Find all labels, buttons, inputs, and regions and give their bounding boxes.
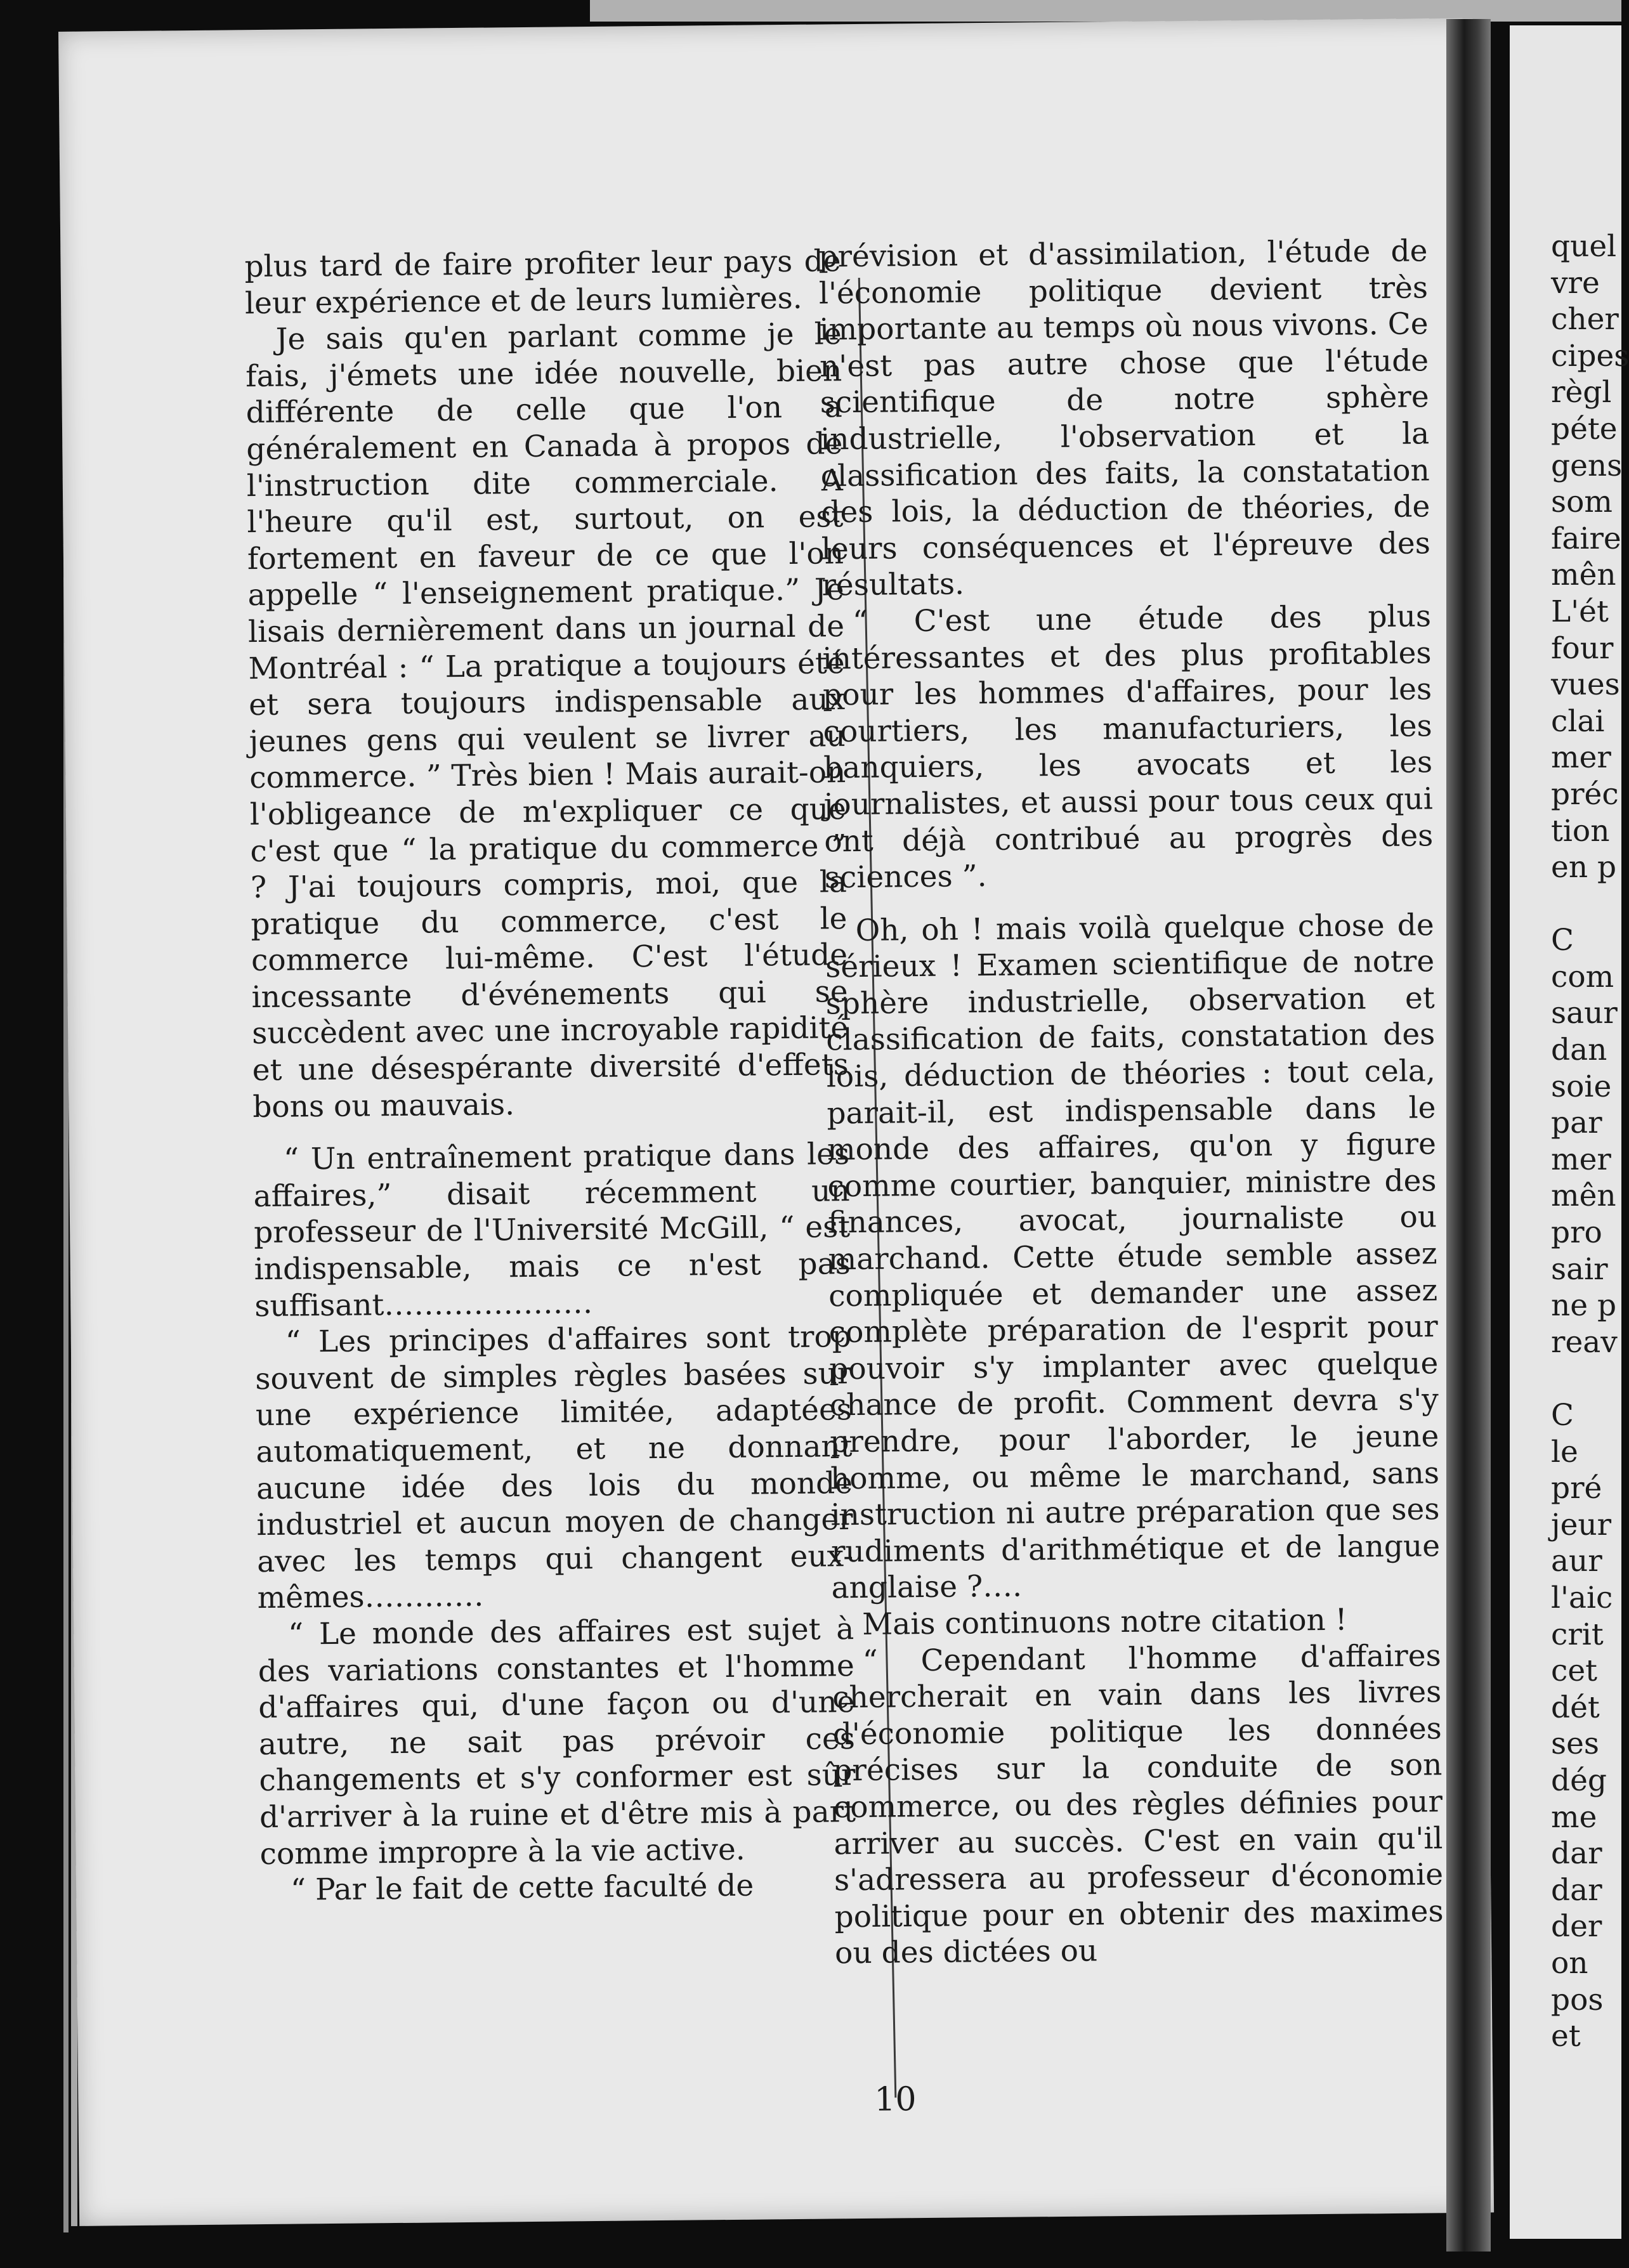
- next-page-fragment: cher: [1551, 302, 1619, 337]
- next-page-fragment: clai: [1551, 703, 1605, 739]
- paragraph: prévision et d'assimilation, l'étude de l'économie politique devient très importante au temps où nous vivons. Ce n'est pas autre chose que l'étude scientifique de notre sphère industrielle, l'observation et la classification des faits, la constatation des lois, la déduction de théories, de leurs conséquences et l'épreuve des résultats.: [818, 233, 1431, 603]
- paragraph: Mais continuons notre citation !: [861, 1602, 1347, 1642]
- paragraph: Je sais qu'en parlant comme je le fais, j'émets une idée nouvelle, bien différente de celle que l'on a généralement en Canada à propos de l'instruction dite commerciale. A l'heure qu'il est, surtout, on est fortement en faveur de ce que l'on appelle “ l'enseignement pratique.” Je lisais dernièrement dans un journal de Montréal : “ La pratique a toujours été et sera toujours indispensable aux jeunes gens qui veulent se livrer au commerce. ” Très bien ! Mais aurait-on l'obligeance de m'expliquer ce que c'est que “ la pratique du commerce ” ? J'ai toujours compris, moi, que la pratique du commerce, c'est le commerce lui-même. C'est l'étude incessante d'événements qui se succèdent avec une incroyable rapidité et une désespérante diversité d'effets bons ou mauvais.: [245, 316, 849, 1124]
- next-page-fragment: et: [1551, 2019, 1581, 2054]
- next-page-fragment: som: [1551, 485, 1613, 520]
- book-gutter: [1446, 19, 1491, 2252]
- next-page-fragment: en p: [1551, 850, 1617, 885]
- next-page-fragment: jeur: [1551, 1507, 1612, 1542]
- paragraph: “ Les principes d'affaires sont trop souvent de simples règles basées sur une expérience limitée, adaptées automatiquement, et ne donnant aucune idée des lois du monde industriel et aucun moyen de changer avec les temps qui changent eux-mêmes…………: [255, 1319, 854, 1616]
- next-page-fragment: reav: [1551, 1324, 1618, 1360]
- next-page-fragment: dan: [1551, 1033, 1607, 1068]
- next-page-fragment: le: [1551, 1434, 1578, 1470]
- next-page-fragment: mer: [1551, 1142, 1611, 1177]
- paragraph: plus tard de faire profiter leur pays de leur expérience et de leurs lumières.: [244, 244, 841, 321]
- left-column: [244, 243, 856, 1909]
- next-page-fragment: four: [1551, 630, 1614, 666]
- next-page-fragment: me: [1551, 1799, 1597, 1835]
- next-page-fragment: pré: [1551, 1471, 1602, 1506]
- next-page-fragment: sair: [1551, 1251, 1608, 1287]
- next-page-fragment: [1551, 1360, 1629, 1397]
- paragraph: “ Un entraînement pratique dans les affaires,” disait récemment un professeur de l'Université McGill, “ est indispensable, mais ce n'est pas suffisant…………………: [253, 1137, 851, 1324]
- next-page-fragment: ne p: [1551, 1288, 1617, 1324]
- next-page-fragment: péte: [1551, 411, 1618, 446]
- paragraph: “ Le monde des affaires est sujet à des variations constantes et l'homme d'affaires qui, d'une façon ou d'une autre, ne sait pas prévoir ces changements et s'y conformer est sûr d'arriver à la ruine et d'être mis à part comme impropre à la vie active.: [258, 1612, 856, 1872]
- next-page-fragment: préc: [1551, 776, 1619, 812]
- page-number: 10: [874, 2080, 917, 2119]
- next-page-fragment: dég: [1551, 1763, 1607, 1798]
- next-page-fragment: aur: [1551, 1544, 1602, 1579]
- next-page-fragment: mên: [1551, 1178, 1616, 1214]
- next-page-fragment: dét: [1551, 1690, 1600, 1725]
- next-page-fragment: saur: [1551, 996, 1618, 1031]
- paragraph: “ Par le fait de cette faculté de: [290, 1868, 754, 1908]
- next-page-fragment: on: [1551, 1945, 1588, 1981]
- next-page-fragment: L'ét: [1551, 594, 1609, 629]
- next-page-fragment: quel: [1551, 229, 1617, 264]
- right-column: [818, 233, 1444, 1972]
- next-page-fragment: règl: [1551, 375, 1612, 410]
- next-page-fragment: pos: [1551, 1982, 1604, 2017]
- next-page-fragment: faire: [1551, 521, 1621, 556]
- next-page-fragment: l'aic: [1551, 1580, 1613, 1615]
- next-page-fragment: tion: [1551, 813, 1610, 849]
- next-page-fragment: par: [1551, 1105, 1602, 1141]
- book-page: [58, 18, 1494, 2226]
- next-page-fragment: mer: [1551, 740, 1611, 776]
- next-page-fragment: com: [1551, 959, 1614, 994]
- next-page-fragment: vre: [1551, 265, 1600, 301]
- next-page-fragment: soie: [1551, 1069, 1612, 1104]
- next-page-fragment: crit: [1551, 1617, 1604, 1652]
- paragraph: “ Cependant l'homme d'affaires chercherait en vain dans les livres d'économie politique les données précises sur la conduite de son commerce, ou des règles définies pour arriver au succès. C'est en vain qu'il s'adressera au professeur d'économie politique pour en obtenir des maximes ou des dictées ou: [832, 1638, 1444, 1971]
- next-page-fragment: cet: [1551, 1653, 1598, 1689]
- next-page-fragment: C: [1551, 1398, 1574, 1433]
- next-page-text: [1551, 228, 1629, 2055]
- next-page-fragment: pro: [1551, 1215, 1602, 1251]
- paragraph: Oh, oh ! mais voilà quelque chose de sérieux ! Examen scientifique de notre sphère industrielle, observation et classification de faits, constatation des lois, déduction de théories : tout cela, parait-il, est indispensable dans le monde des affaires, qu'on y figure comme courtier, banquier, ministre des finances, avocat, journaliste ou marchand. Cette étude semble assez compliquée et demander une assez complète préparation de l'esprit pour pouvoir s'y implanter avec quelque chance de profit. Comment devra s'y prendre, pour l'aborder, le jeune homme, ou même le marchand, sans instruction ni autre préparation que ses rudiments d'arithmétique et de langue anglaise ?….: [825, 907, 1441, 1606]
- next-page-fragment: cipes: [1551, 338, 1629, 374]
- next-page-fragment: dar: [1551, 1872, 1602, 1908]
- next-page-fragment: ses: [1551, 1726, 1600, 1762]
- next-page-fragment: vues: [1551, 667, 1620, 703]
- next-page-fragment: [1551, 886, 1629, 923]
- next-page-fragment: dar: [1551, 1836, 1602, 1872]
- next-page-fragment: mên: [1551, 557, 1616, 593]
- next-page-fragment: der: [1551, 1909, 1602, 1945]
- next-page-fragment: C: [1551, 923, 1574, 958]
- next-page-fragment: gens: [1551, 448, 1623, 483]
- paragraph: “ C'est une étude des plus intéressantes et des plus profitables pour les hommes d'affaires, pour les courtiers, les manufacturiers, les banquiers, les avocats et les journalistes, et aussi pour tous ceux qui ont déjà contribué au progrès des sciences ”.: [822, 599, 1434, 896]
